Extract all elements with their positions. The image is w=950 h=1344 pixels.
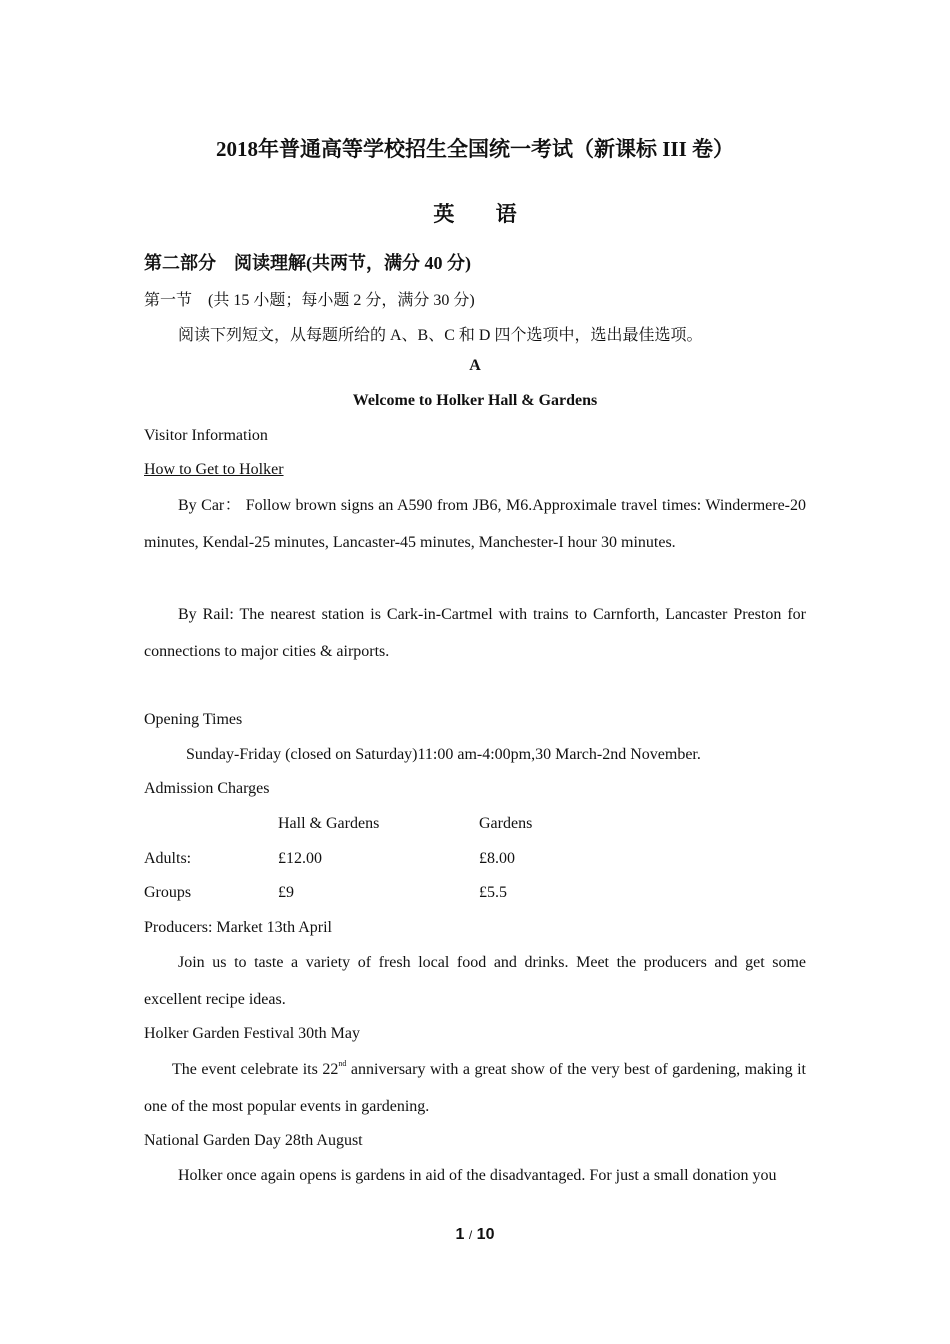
admission-col-header: Gardens	[479, 815, 533, 832]
admission-cell: £8.00	[479, 850, 515, 867]
garden-day-paragraph: Holker once again opens is gardens in aid of the disadvantaged. For just a small donation you	[178, 1167, 777, 1184]
visitor-info-heading: Visitor Information	[144, 427, 268, 444]
opening-times-heading: Opening Times	[144, 711, 243, 728]
producers-paragraph: Join us to taste a variety of fresh local food and drinks. Meet the producers and get some excellent recipe ideas.	[144, 954, 806, 1008]
page-separator: /	[468, 1228, 473, 1242]
ordinal-suffix: nd	[338, 1059, 347, 1068]
festival-heading: Holker Garden Festival 30th May	[144, 1025, 360, 1042]
page-current: 1	[455, 1226, 465, 1243]
passage-title: Welcome to Holker Hall & Gardens	[352, 392, 598, 409]
admission-row-label: Groups	[144, 884, 192, 901]
instruction-text: 阅读下列短文，从每题所给的 A、B、C 和 D 四个选项中，选出最佳选项。	[178, 327, 703, 344]
admission-cell: £9	[278, 884, 294, 901]
opening-times-text: Sunday-Friday (closed on Saturday)11:00 am-4:00pm,30 March-2nd November.	[186, 746, 701, 763]
exam-title: 2018年普通高等学校招生全国统一考试（新课标 III 卷）	[215, 137, 734, 161]
passage-letter: A	[469, 357, 481, 374]
admission-col-header: Hall & Gardens	[278, 815, 380, 832]
part-heading: 第二部分 阅读理解(共两节，满分 40 分)	[144, 253, 471, 273]
festival-text-start: The event celebrate its 22	[172, 1061, 339, 1078]
admission-heading: Admission Charges	[144, 780, 270, 797]
subject-heading: 英 语	[433, 202, 535, 226]
by-car-paragraph: By Car： Follow brown signs an A590 from JB6, M6.Approximale travel times: Windermere-20 minutes, Kendal-25 minutes, Lancaster-45 minutes, Manchester-I hour 30 minutes.	[144, 497, 806, 551]
how-to-get-heading: How to Get to Holker	[144, 461, 284, 478]
by-rail-paragraph: By Rail: The nearest station is Cark-in-Cartmel with trains to Carnforth, Lancaster Preston for connections to major cities & airports.	[144, 606, 806, 660]
page-number	[0, 1226, 950, 1244]
garden-day-heading: National Garden Day 28th August	[144, 1132, 363, 1149]
admission-row-label: Adults:	[144, 850, 192, 867]
festival-paragraph	[144, 1051, 806, 1125]
section-heading: 第一节 (共 15 小题；每小题 2 分，满分 30 分)	[144, 292, 475, 309]
festival-text-end: anniversary with a great show of the very best of gardening, making it one of the most popular events in gardening.	[144, 1061, 807, 1115]
admission-cell: £5.5	[479, 884, 507, 901]
page-total: 10	[476, 1226, 495, 1243]
admission-cell: £12.00	[278, 850, 322, 867]
producers-heading: Producers: Market 13th April	[144, 919, 332, 936]
